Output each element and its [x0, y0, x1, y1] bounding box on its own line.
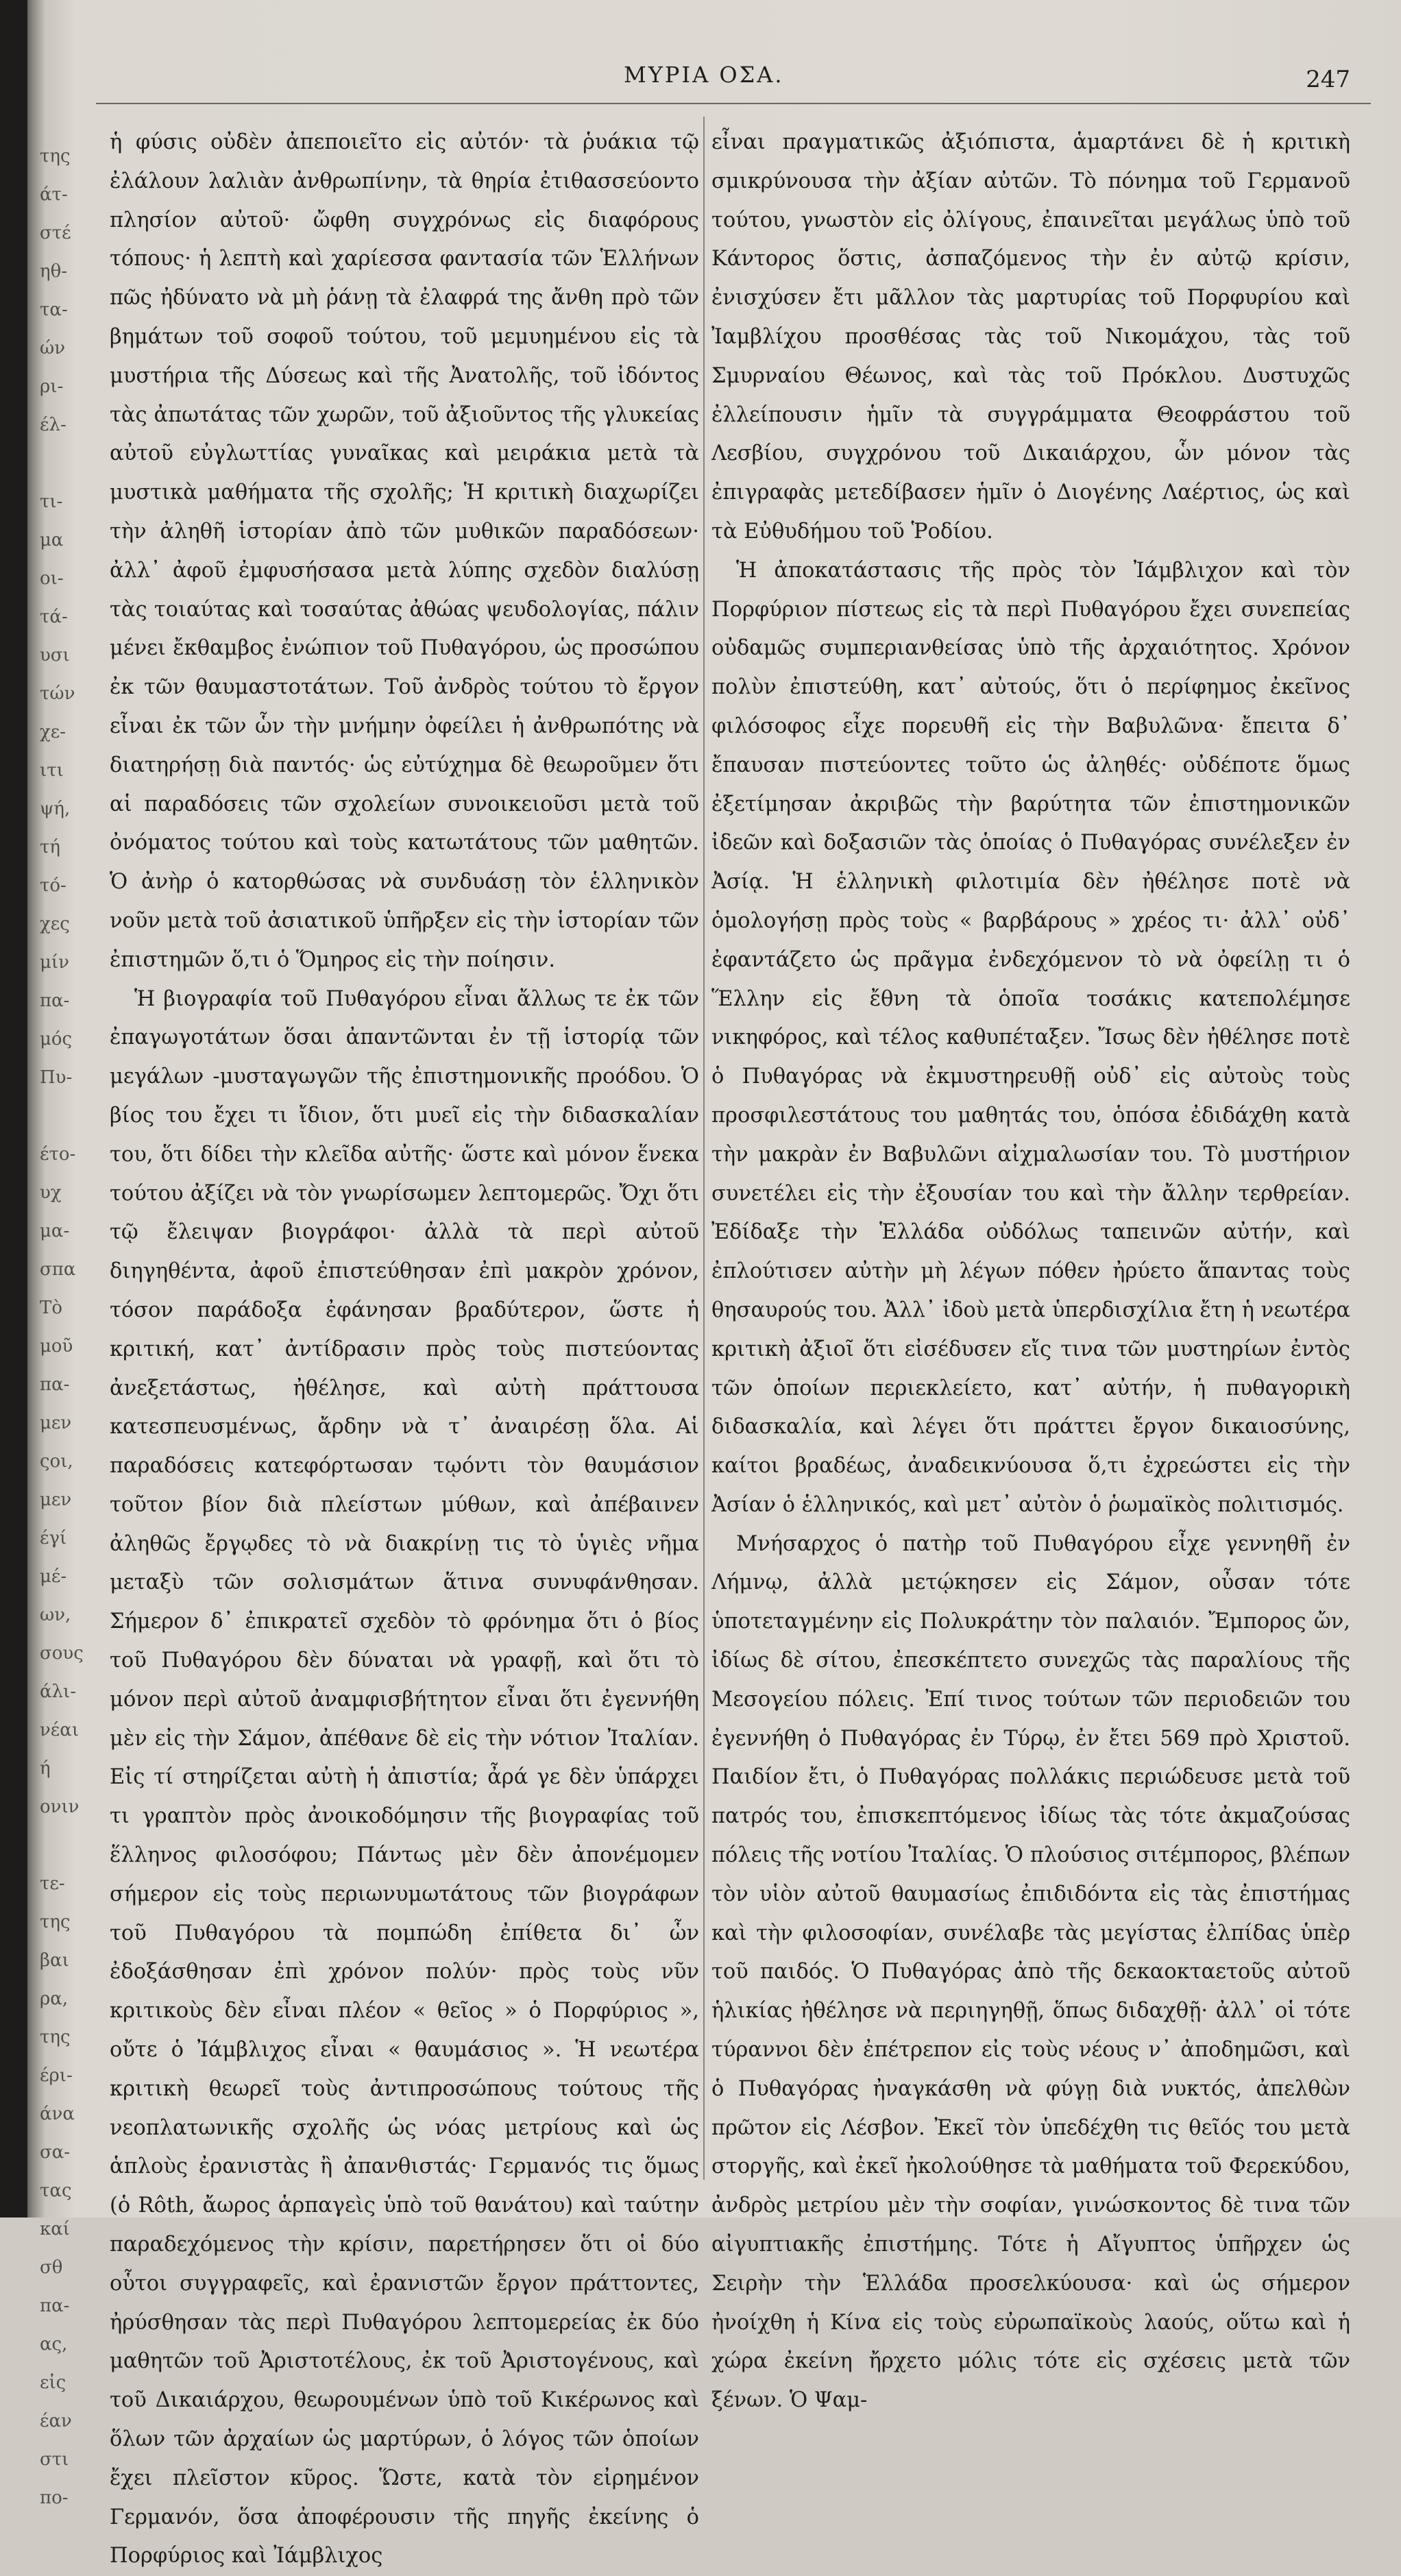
page-number: 247	[1306, 66, 1350, 93]
paragraph: Ἡ ἀποκατάστασις τῆς πρὸς τὸν Ἰάμβλιχον καὶ τὸν Πορφύριον πίστεως εἰς τὰ περὶ Πυθαγόρου ἔχει συνεπείας οὐδαμῶς συμπεριανθείσας ὑπὸ τῆς ἀρχαιότητος. Χρόνον πολὺν ἐπιστεύθη, κατ᾽ αὐτούς, ὅτι ὁ περίφημος ἐκεῖνος φιλόσοφος εἶχε πορευθῆ εἰς τὴν Βαβυλῶνα· ἔπειτα δ᾽ ἔπαυσαν πιστεύοντες τοῦτο ὡς ἀληθές· οὐδέποτε ὅμως ἐξετίμησαν ἀκριβῶς τὴν βαρύτητα τῶν ἐπιστημονικῶν ἰδεῶν καὶ δοξασιῶν τὰς ὁποίας ὁ Πυθαγόρας συνέλεξεν ἐν Ἀσίᾳ. Ἡ ἑλληνικὴ φιλοτιμία δὲν ἠθέλησε ποτὲ νὰ ὁμολογήσῃ πρὸς τοὺς « βαρβάρους » χρέος τι· ἀλλ᾽ οὐδ᾽ ἐφαντάζετο ὡς πρᾶγμα ἐνδεχόμενον τὸ νὰ ὀφείλῃ τι ὁ Ἕλλην εἰς ἔθνη τὰ ὁποῖα τοσάκις κατεπολέμησε νικηφόρος, καὶ τέλος καθυπέταξεν. Ἴσως δὲν ἠθέλησε ποτὲ ὁ Πυθαγόρας νὰ ἐκμυστηρευθῇ οὐδ᾽ εἰς αὐτοὺς τοὺς προσφιλεστάτους του μαθητάς του, ὁπόσα ἐδιδάχθη κατὰ τὴν μακρὰν ἐν Βαβυλῶνι αἰχμαλωσίαν του. Τὸ μυστήριον συνετέλει εἰς τὴν ἐξουσίαν του καὶ τὴν ἄλλην τερθρείαν. Ἐδίδαξε τὴν Ἑλλάδα οὐδόλως ταπεινῶν αὐτήν, καὶ ἐπλούτισεν αὐτὴν μὴ λέγων πόθεν ἠρύετο ἅπαντας τοὺς θησαυρούς του. Ἀλλ᾽ ἰδοὺ μετὰ ὑπερδισχίλια ἔτη ἡ νεωτέρα κριτικὴ ἀξιοῖ ὅτι εἰσέδυσεν εἴς τινα τῶν μυστηρίων ἐντὸς τῶν ὁποίων περιεκλείετο, κατ᾽ αὐτήν, ἡ πυθαγορικὴ διδασκαλία, καὶ λέγει ὅτι πράττει ἔργον δικαιοσύνης, καίτοι βραδέως, ἀναδεικνύουσα ὅ,τι ἐχρεώστει εἰς τὴν Ἀσίαν ὁ ἑλληνικός, καὶ μετ᾽ αὐτὸν ὁ ῥωμαϊκὸς πολιτισμός.	[711, 558, 1350, 1517]
right-column	[711, 123, 1350, 2413]
left-column	[110, 123, 699, 2568]
paragraph: Μνήσαρχος ὁ πατὴρ τοῦ Πυθαγόρου εἶχε γεννηθῆ ἐν Λήμνῳ, ἀλλὰ μετῴκησεν εἰς Σάμον, οὖσαν τότε ὑποτεταγμένην εἰς Πολυκράτην τὸν παλαιόν. Ἔμπορος ὤν, ἰδίως δὲ σίτου, ἐπεσκέπτετο συνεχῶς τὰς παραλίους τῆς Μεσογείου πόλεις. Ἐπί τινος τούτων τῶν περιοδειῶν του ἐγεννήθη ὁ Πυθαγόρας ἐν Τύρῳ, ἐν ἔτει 569 πρὸ Χριστοῦ. Παιδίον ἔτι, ὁ Πυθαγόρας πολλάκις περιώδευσε μετὰ τοῦ πατρός του, ἐπισκεπτόμενος ἰδίως τὰς τότε ἀκμαζούσας πόλεις τῆς νοτίου Ἰταλίας. Ὁ πλούσιος σιτέμπορος, βλέπων τὸν υἱὸν αὐτοῦ θαυμασίως ἐπιδιδόντα εἰς τὰς ἐπιστήμας καὶ τὴν φιλοσοφίαν, συνέλαβε τὰς μεγίστας ἐλπίδας ὑπὲρ τοῦ παιδός. Ὁ Πυθαγόρας ἀπὸ τῆς δεκαοκταετοῦς αὐτοῦ ἡλικίας ἠθέλησε νὰ περιηγηθῇ, ὅπως διδαχθῇ· ἀλλ᾽ οἱ τότε τύραννοι δὲν ἐπέτρεπον εἰς τοὺς νέους ν᾽ ἀποδημῶσι, καὶ ὁ Πυθαγόρας ἠναγκάσθη νὰ φύγῃ διὰ νυκτός, ἀπελθὼν πρῶτον εἰς Λέσβον. Ἐκεῖ τὸν ὑπεδέχθη τις θεῖός του μετὰ στοργῆς, καὶ ἐκεῖ ἠκολούθησε τὰ μαθήματα τοῦ Φερεκύδου, ἀνδρὸς μετρίου μὲν τὴν σοφίαν, γινώσκοντος δὲ τινα τῶν αἰγυπτιακῆς ἐπιστήμης. Τότε ἡ Αἴγυπτος ὑπῆρχεν ὡς Σειρὴν τὴν Ἑλλάδα προσελκύουσα· καὶ ὡς σήμερον ἠνοίχθη ἡ Κίνα εἰς τοὺς εὐρωπαϊκοὺς λαούς, οὕτω καὶ ἡ χώρα ἐκείνη ἤρχετο μόλις τότε εἰς σχέσεις μετὰ τῶν ξένων. Ὁ Ψαμ-	[711, 1531, 1350, 2413]
paragraph: ἡ φύσις οὐδὲν ἀπεποιεῖτο εἰς αὐτόν· τὰ ῥυάκια τῷ ἐλάλουν λαλιὰν ἀνθρωπίνην, τὰ θηρία ἐτιθασσεύοντο πλησίον αὐτοῦ· ὤφθη συγχρόνως εἰς διαφόρους τόπους· ἡ λεπτὴ καὶ χαρίεσσα φαντασία τῶν Ἑλλήνων πῶς ἠδύνατο νὰ μὴ ῥάνῃ τὰ ἐλαφρά της ἄνθη πρὸ τῶν βημάτων τοῦ σοφοῦ τούτου, τοῦ μεμυημένου εἰς τὰ μυστήρια τῆς Δύσεως καὶ τῆς Ἀνατολῆς, τοῦ ἰδόντος τὰς ἀπωτάτας τῶν χωρῶν, τοῦ ἀξιοῦντος τῆς γλυκείας αὐτοῦ εὐγλωττίας γυναῖκας καὶ μειράκια μετὰ τὰ μυστικὰ μαθήματα τῆς σχολῆς; Ἡ κριτικὴ διαχωρίζει τὴν ἀληθῆ ἱστορίαν ἀπὸ τῶν μυθικῶν παραδόσεων· ἀλλ᾽ ἀφοῦ ἐμφυσήσασα μετὰ λύπης σχεδὸν διαλύσῃ τὰς τοιαύτας καὶ τοσαύτας ἀθώας ψευδολογίας, πάλιν μένει ἔκθαμβος ἐνώπιον τοῦ Πυθαγόρου, ὡς προσώπου ἐκ τῶν θαυμαστοτάτων. Τοῦ ἀνδρὸς τούτου τὸ ἔργον εἶναι ἐκ τῶν ὧν τὴν μνήμην ὀφείλει ἡ ἀνθρωπότης νὰ διατηρήσῃ διὰ παντός· ὡς εὐτύχημα δὲ θεωροῦμεν ὅτι αἱ παραδόσεις τῶν σχολείων συνοικειοῦσι μετὰ τοῦ ὀνόματος τούτου καὶ τοὺς κατωτάτους τῶν μαθητῶν. Ὁ ἀνὴρ ὁ κατορθώσας νὰ συνδυάσῃ τὸν ἑλληνικὸν νοῦν μετὰ τοῦ ἀσιατικοῦ ὑπῆρξεν εἰς τὴν ἱστορίαν τῶν ἐπιστημῶν ὅ,τι ὁ Ὅμηρος εἰς τὴν ποίησιν.	[110, 130, 699, 972]
column-divider	[703, 117, 705, 2180]
running-title: ΜΥΡΙΑ ΟΣΑ.	[624, 62, 784, 88]
facing-page-edge-text: της άτ- στέ ηθ- τα- ών ρι- έλ- τι- μα οι- τά- υσι τών χε- ιτι ψή, τή τό- χες μίν πα- μός Πυ- έτο- υχ μα- σπα Τὸ μοῦ πα- μεν ςοι, μεν έγί μέ- ων, σους άλι- νέαι ή ονιν τε- της βαι ρα, της έρι- άνα σα- τας καί σθ πα- ας, εἰς έαν στι πο-	[40, 146, 84, 2508]
paragraph: Ἡ βιογραφία τοῦ Πυθαγόρου εἶναι ἄλλως τε ἐκ τῶν ἐπαγωγοτάτων ὅσαι ἀπαντῶνται ἐν τῇ ἱστορίᾳ τῶν μεγάλων -μυσταγωγῶν τῆς ἐπιστημονικῆς προόδου. Ὁ βίος του ἔχει τι ἴδιον, ὅτι μυεῖ εἰς τὴν διδασκαλίαν του, ὅτι δίδει τὴν κλεῖδα αὐτῆς· ὥστε καὶ μόνον ἕνεκα τούτου ἀξίζει νὰ τὸν γνωρίσωμεν λεπτομερῶς. Ὄχι ὅτι τῷ ἔλειψαν βιογράφοι· ἀλλὰ τὰ περὶ αὐτοῦ διηγηθέντα, ἀφοῦ ἐπιστεύθησαν ἐπὶ μακρὸν χρόνον, τόσον παράδοξα ἐφάνησαν βραδύτερον, ὥστε ἡ κριτική, κατ᾽ ἀντίδρασιν πρὸς τοὺς πιστεύοντας ἀνεξετάστως, ἠθέλησε, καὶ αὐτὴ πράττουσα κατεσπευσμένως, ἄρδην νὰ τ᾽ ἀναιρέσῃ ὅλα. Αἱ παραδόσεις κατεφόρτωσαν τῳόντι τὸν θαυμάσιον τοῦτον βίον διὰ πλείστων μύθων, καὶ ἀπέβαινεν ἀληθῶς ἔργῳδες τὸ νὰ διακρίνῃ τις τὸ ὑγιὲς νῆμα μεταξὺ τῶν σολισμάτων ἅτινα συνυφάνθησαν. Σήμερον δ᾽ ἐπικρατεῖ σχεδὸν τὸ φρόνημα ὅτι ὁ βίος τοῦ Πυθαγόρου δὲν δύναται νὰ γραφῇ, καὶ ὅτι τὸ μόνον περὶ αὐτοῦ ἀναμφισβήτητον εἶναι ὅτι ἐγεννήθη μὲν εἰς τὴν Σάμον, ἀπέθανε δὲ εἰς τὴν νότιον Ἰταλίαν. Εἰς τί στηρίζεται αὐτὴ ἡ ἀπιστία; ἆρά γε δὲν ὑπάρχει τι γραπτὸν πρὸς ἀνοικοδόμησιν τῆς βιογραφίας τοῦ ἕλληνος φιλοσόφου; Πάντως μὲν δὲν ἀπονέμομεν σήμερον εἰς τοὺς περιωνυμωτάτους τῶν βιογράφων τοῦ Πυθαγόρου τὰ πομπώδη ἐπίθετα δι᾽ ὧν ἐδοξάσθησαν ἐπὶ χρόνον πολύν· πρὸς τοὺς νῦν κριτικοὺς δὲν εἶναι πλέον « θεῖος » ὁ Πορφύριος », οὔτε ὁ Ἰάμβλιχος εἶναι « θαυμάσιος ». Ἡ νεωτέρα κριτικὴ θεωρεῖ τοὺς ἀντιπροσώπους τούτους τῆς νεοπλατωνικῆς σχολῆς ὡς νόας μετρίους καὶ ὡς ἁπλοὺς ἐρανιστὰς ἢ ἀπανθιστάς· Γερμανός τις ὅμως (ὁ Rôth, ἄωρος ἁρπαγεὶς ὑπὸ τοῦ θανάτου) καὶ ταύτην παραδεχόμενος τὴν κρίσιν, παρετήρησεν ὅτι οἱ δύο οὗτοι συγγραφεῖς, καὶ ἐρανιστῶν ἔργον πράττοντες, ἠρύσθησαν τὰς περὶ Πυθαγόρου λεπτομερείας ἐκ δύο μαθητῶν τοῦ Ἀριστοτέλους, ἐκ τοῦ Ἀριστογένους, καὶ τοῦ Δικαιάρχου, θεωρουμένων ὑπὸ τοῦ Κικέρωνος καὶ ὅλων τῶν ἀρχαίων ὡς μαρτύρων, ὁ λόγος τῶν ὁποίων ἔχει πλεῖστον κῦρος. Ὥστε, κατὰ τὸν εἰρημένον Γερμανόν, ὅσα ἀποφέρουσιν τῆς πηγῆς ἐκείνης ὁ Πορφύριος καὶ Ἰάμβλιχος	[110, 986, 699, 2568]
paragraph: εἶναι πραγματικῶς ἀξιόπιστα, ἁμαρτάνει δὲ ἡ κριτικὴ σμικρύνουσα τὴν ἀξίαν αὐτῶν. Τὸ πόνημα τοῦ Γερμανοῦ τούτου, γνωστὸν εἰς ὀλίγους, ἐπαινεῖται μεγάλως ὑπὸ τοῦ Κάντορος ὅστις, ἀσπαζόμενος τὴν ἐν αὐτῷ κρίσιν, ἐνισχύσεν ἔτι μᾶλλον τὰς μαρτυρίας τοῦ Πορφυρίου καὶ Ἰαμβλίχου προσθέσας τὰς τοῦ Νικομάχου, τὰς τοῦ Σμυρναίου Θέωνος, καὶ τὰς τοῦ Πρόκλου. Δυστυχῶς ἐλλείπουσιν ἡμῖν τὰ συγγράμματα Θεοφράστου τοῦ Λεσβίου, συγχρόνου τοῦ Δικαιάρχου, ὧν μόνον τὰς ἐπιγραφὰς μετεδίβασεν ἡμῖν ὁ Διογένης Λαέρτιος, ὡς καὶ τὰ Εὐθυδήμου τοῦ Ῥοδίου.	[711, 130, 1350, 544]
header-rule	[96, 103, 1371, 104]
book-binding-shadow	[0, 0, 27, 2217]
